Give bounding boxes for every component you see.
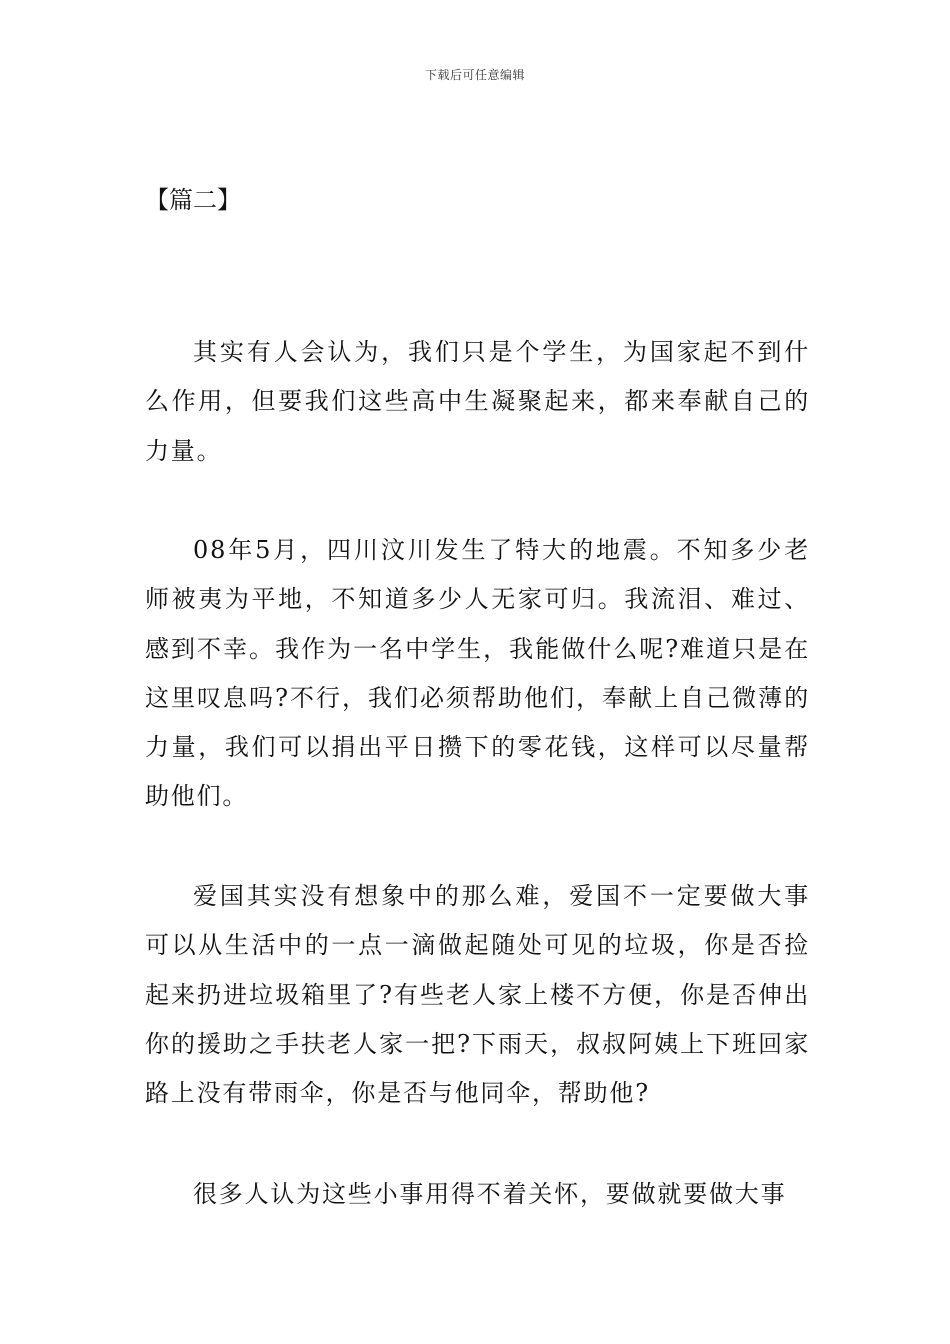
page-header: 下载后可任意编辑 — [424, 68, 525, 82]
paragraph-2: 08年5月，四川汶川发生了特大的地震。不知多少老师被夷为平地，不知道多少人无家可归。我流泪、难过、感到不幸。我作为一名中学生，我能做什么呢?难道只是在这里叹息吗?不行，我们必须帮助他们，奉献上自己微薄的力量，我们可以捐出平日攒下的零花钱，这样可以尽量帮助他们。 — [145, 536, 810, 811]
paragraph-4: 很多人认为这些小事用得不着关怀，要做就要做大事 — [193, 1180, 787, 1208]
paragraph-1: 其实有人会认为，我们只是个学生，为国家起不到什么作用，但要我们这些高中生凝聚起来，都来奉献自己的力量。 — [145, 338, 810, 465]
paragraph-3: 爱国其实没有想象中的那么难，爱国不一定要做大事可以从生活中的一点一滴做起随处可见的垃圾，你是否捡起来扔进垃圾箱里了?有些老人家上楼不方便，你是否伸出你的援助之手扶老人家一把?下雨天，叔叔阿姨上下班回家路上没有带雨伞，你是否与他同伞，帮助他? — [145, 882, 810, 1108]
section-title: 【篇二】 — [145, 186, 241, 214]
